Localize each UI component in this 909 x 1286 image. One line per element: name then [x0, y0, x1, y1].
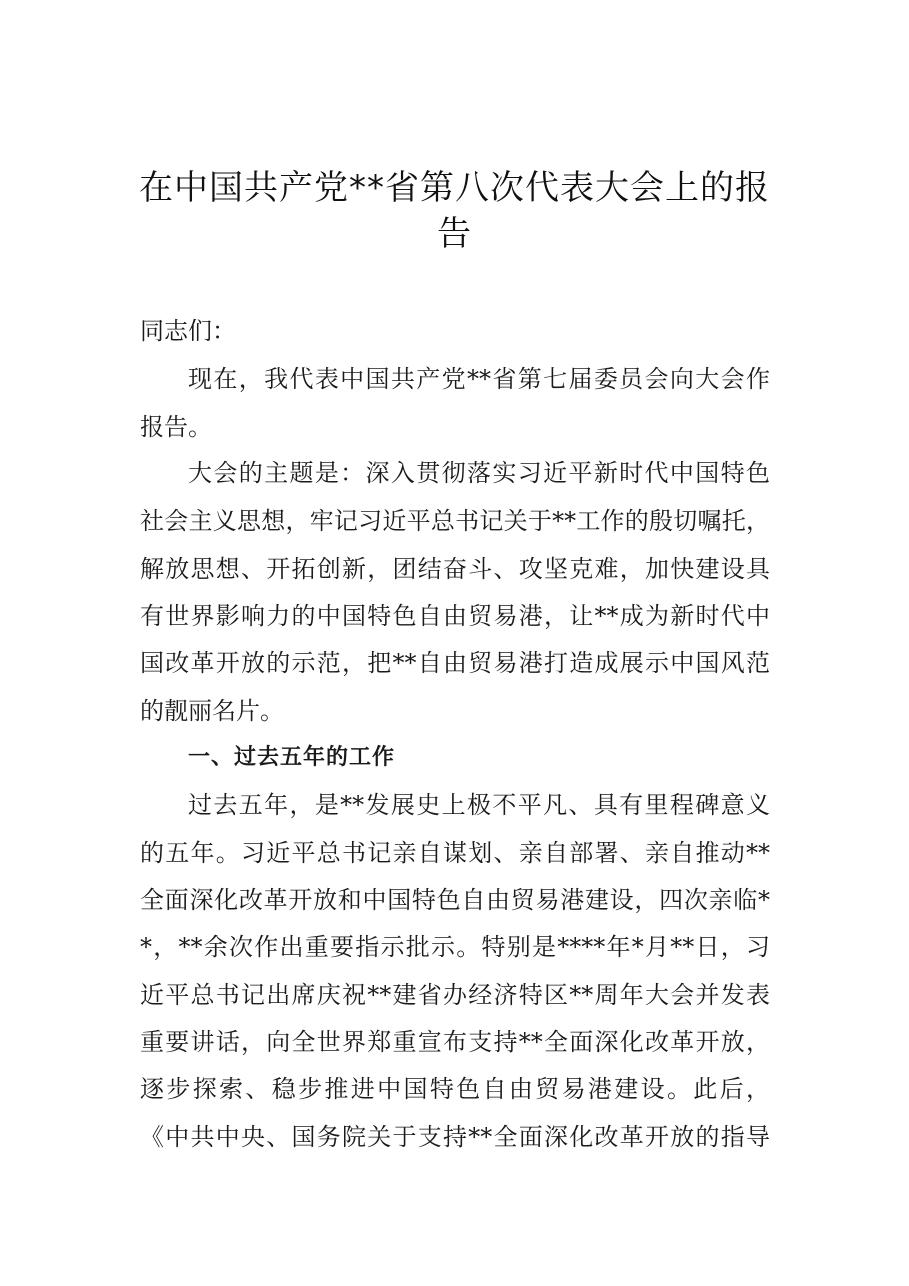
paragraph-line: 有世界影响力的中国特色自由贸易港，让**成为新时代中 — [140, 602, 770, 630]
paragraph-line: 重要讲话，向全世界郑重宣布支持**全面深化改革开放， — [140, 1028, 770, 1056]
paragraph-line: 全面深化改革开放和中国特色自由贸易港建设，四次亲临* — [140, 886, 770, 914]
document-title-line-2: 告 — [437, 214, 472, 254]
paragraph-line: 国改革开放的示范，把**自由贸易港打造成展示中国风范 — [140, 649, 770, 677]
paragraph-line: 现在，我代表中国共产党**省第七届委员会向大会作 — [188, 365, 770, 393]
paragraph-line: 解放思想、开拓创新，团结奋斗、攻坚克难，加快建设具 — [140, 555, 770, 583]
paragraph-line: *，**余次作出重要指示批示。特别是****年*月**日，习 — [140, 933, 770, 961]
paragraph-line: 过去五年，是**发展史上极不平凡、具有里程碑意义 — [188, 791, 770, 819]
paragraph-line: 《中共中央、国务院关于支持**全面深化改革开放的指导 — [140, 1123, 770, 1151]
paragraph-line: 社会主义思想，牢记习近平总书记关于**工作的殷切嘱托， — [140, 507, 770, 535]
paragraph-line: 的五年。习近平总书记亲自谋划、亲自部署、亲自推动** — [140, 839, 770, 867]
greeting: 同志们： — [140, 317, 236, 345]
document-title-line-1: 在中国共产党**省第八次代表大会上的报 — [139, 168, 770, 208]
paragraph-line: 大会的主题是：深入贯彻落实习近平新时代中国特色 — [188, 459, 770, 487]
section-heading: 一、过去五年的工作 — [188, 745, 396, 770]
paragraph-line: 近平总书记出席庆祝**建省办经济特区**周年大会并发表 — [140, 981, 770, 1009]
paragraph-line: 报告。 — [140, 413, 212, 441]
paragraph-line: 逐步探索、稳步推进中国特色自由贸易港建设。此后， — [140, 1075, 770, 1103]
paragraph-line: 的靓丽名片。 — [140, 697, 284, 725]
